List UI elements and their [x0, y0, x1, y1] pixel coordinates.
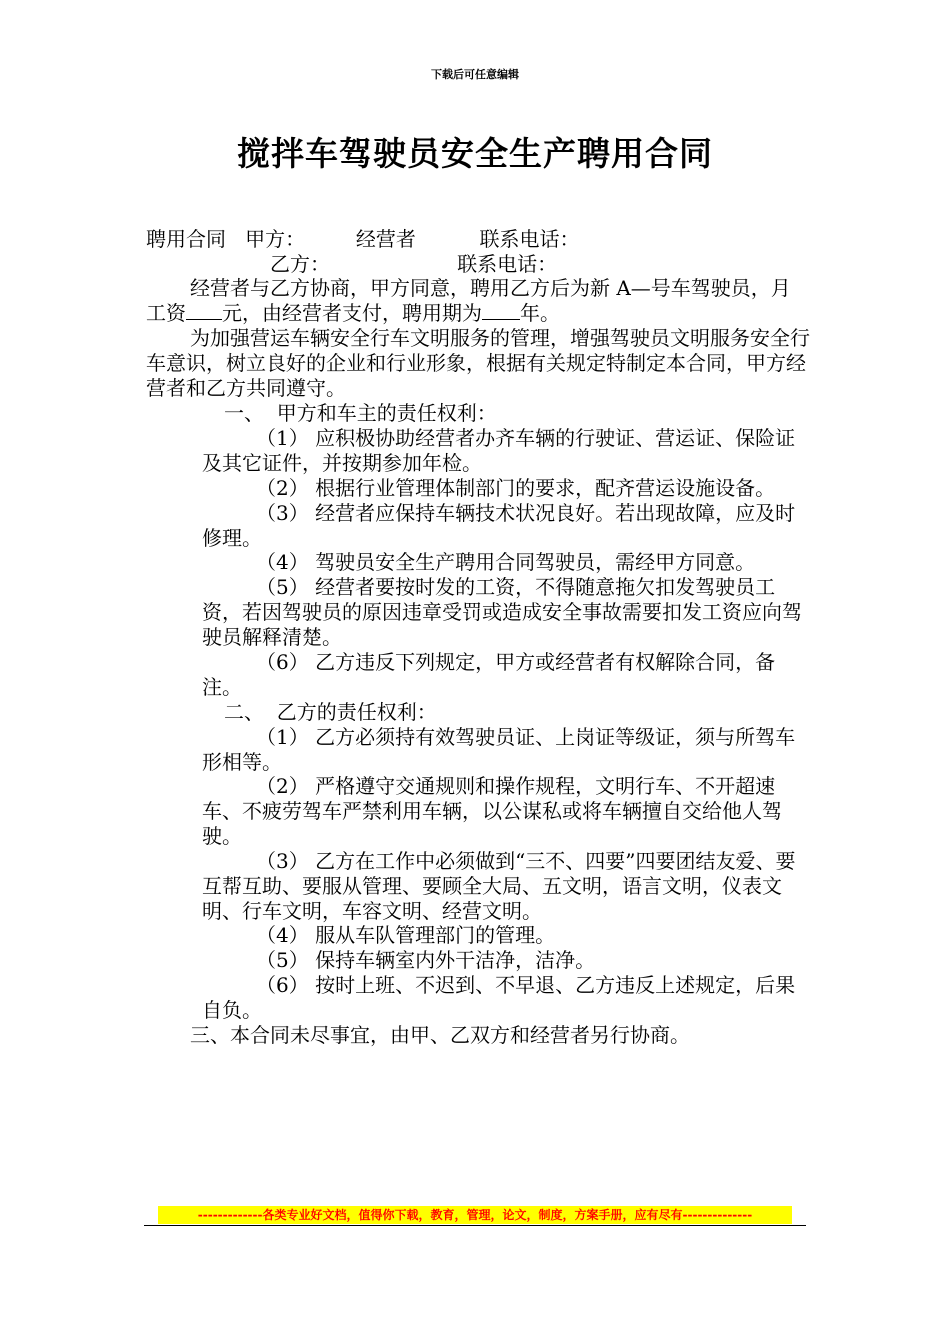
section-2-item-6: （6） 按时上班、不迟到、不早退、乙方违反上述规定，后果自负。 — [202, 973, 796, 1022]
header-note: 下载后可任意编辑 — [431, 68, 519, 81]
section-2-item-2: （2） 严格遵守交通规则和操作规程，文明行车、不开超速车、不疲劳驾车严禁利用车辆，以公谋私或将车辆擅自交给他人驾驶。 — [202, 774, 782, 848]
section-2-item-1: （1） 乙方必须持有效驾驶员证、上岗证等级证，须与所驾车形相等。 — [202, 725, 796, 774]
section-1-item-1: （1） 应积极协助经营者办齐车辆的行驶证、营运证、保险证及其它证件，并按期参加年检。 — [202, 426, 796, 475]
section-1-heading: 一、 甲方和车主的责任权利： — [224, 401, 497, 425]
intro-p1-part-a: 经营者与乙方协商，甲方同意，聘用乙方后为新 A—号车驾驶员，月工资 — [146, 276, 791, 325]
section-2-item-4: （4） 服从车队管理部门的管理。 — [256, 923, 556, 947]
section-1-item-3: （3） 经营者应保持车辆技术状况良好。若出现故障，应及时修理。 — [202, 501, 796, 550]
section-1-item-4: （4） 驾驶员安全生产聘用合同驾驶员，需经甲方同意。 — [256, 550, 756, 574]
parties-line-2: 乙方： 联系电话： — [270, 252, 558, 276]
section-1-item-6: （6） 乙方违反下列规定，甲方或经营者有权解除合同，备注。 — [202, 650, 776, 699]
section-3-text: 三、本合同未尽事宜，由甲、乙双方和经营者另行协商。 — [190, 1023, 690, 1047]
salary-blank — [186, 301, 222, 320]
section-2-heading: 二、 乙方的责任权利： — [224, 700, 437, 724]
section-2-item-5: （5） 保持车辆室内外干洁净，洁净。 — [256, 948, 596, 972]
intro-paragraph-1 — [146, 276, 810, 326]
footer-divider — [144, 1225, 806, 1226]
footer-banner: -------------各类专业好文档，值得你下载，教育，管理，论文，制度，方案手册，应有尽有-------------- — [158, 1206, 792, 1224]
section-1-item-5: （5） 经营者要按时发的工资，不得随意拖欠扣发驾驶员工资，若因驾驶员的原因违章受罚或造成安全事故需要扣发工资应向驾驶员解释清楚。 — [202, 575, 802, 649]
parties-line-1: 聘用合同 甲方： 经营者 联系电话： — [146, 227, 580, 251]
section-1-item-2: （2） 根据行业管理体制部门的要求，配齐营运设施设备。 — [256, 476, 776, 500]
intro-paragraph-2: 为加强营运车辆安全行车文明服务的管理，增强驾驶员文明服务安全行车意识，树立良好的企业和行业形象，根据有关规定特制定本合同，甲方经营者和乙方共同遵守。 — [146, 326, 810, 400]
intro-p1-part-b: 元，由经营者支付，聘用期为 — [222, 301, 482, 325]
term-blank — [482, 301, 520, 320]
section-2-item-3: （3） 乙方在工作中必须做到“三不、四要”四要团结友爱、要互帮互助、要服从管理、要顾全大局、五文明，语言文明，仪表文明、行车文明，车容文明、经营文明。 — [202, 849, 796, 923]
intro-p1-part-c: 年。 — [520, 301, 560, 325]
document-title: 搅拌车驾驶员安全生产聘用合同 — [237, 134, 713, 173]
